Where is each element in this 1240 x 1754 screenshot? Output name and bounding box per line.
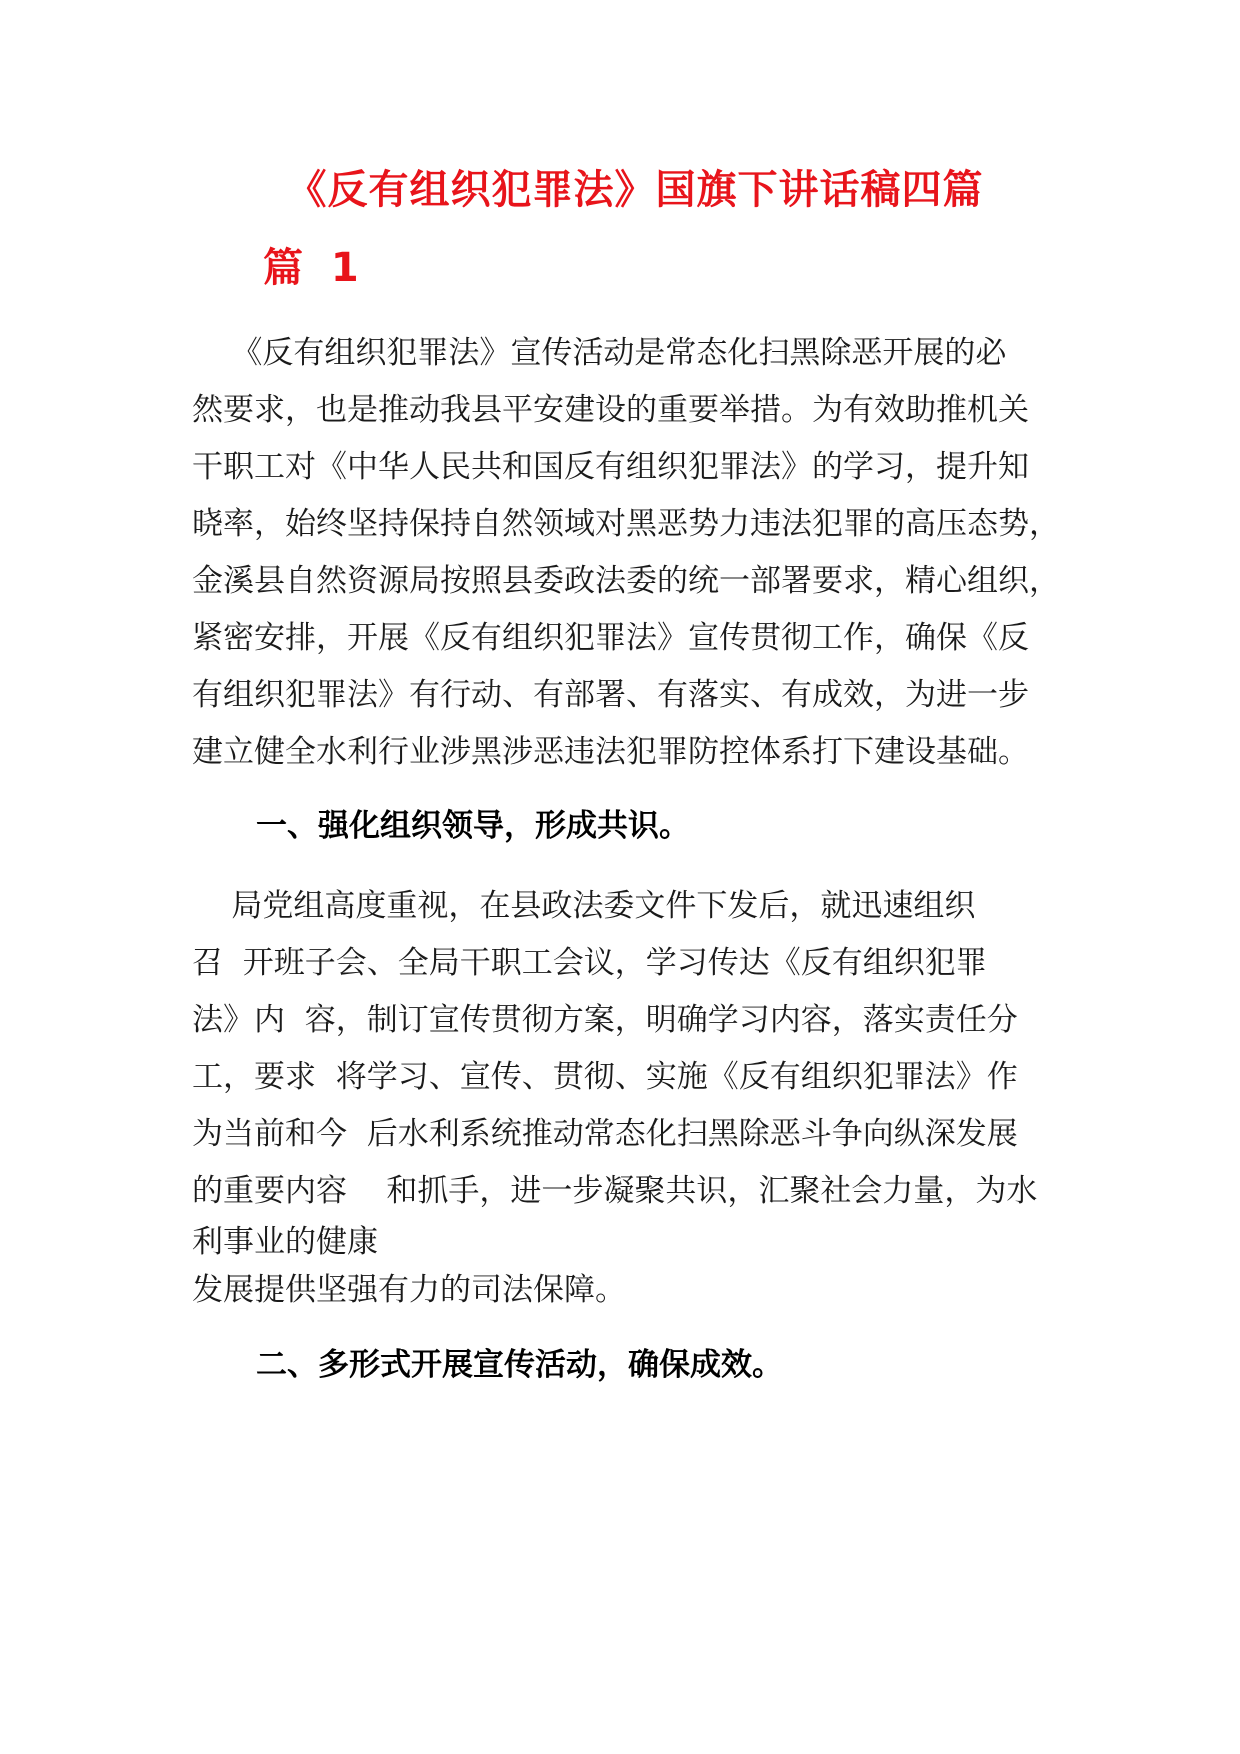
- paragraph-line: 法》内 容，制订宣传贯彻方案，明确学习内容，落实责任分: [192, 1002, 1018, 1038]
- paragraph-line: 为当前和今 后水利系统推动常态化扫黑除恶斗争向纵深发展: [192, 1116, 1018, 1152]
- paragraph-line: 金溪县自然资源局按照县委政法委的统一部署要求，精心组织，: [192, 563, 1060, 599]
- document-title: 《反有组织犯罪法》国旗下讲话稿四篇: [286, 167, 984, 213]
- paragraph-line: 召 开班子会、全局干职工会议，学习传达《反有组织犯罪: [192, 945, 987, 981]
- paragraph-line: 有组织犯罪法》有行动、有部署、有落实、有成效，为进一步: [192, 677, 1029, 713]
- paragraph-line: 发展提供坚强有力的司法保障。: [192, 1272, 626, 1308]
- section-heading-2: 二、多形式开展宣传活动，确保成效。: [256, 1347, 783, 1383]
- paragraph-line: 利事业的健康: [192, 1224, 378, 1260]
- paragraph-line: 建立健全水利行业涉黑涉恶违法犯罪防控体系打下建设基础。: [192, 734, 1029, 770]
- paragraph-line: 局党组高度重视，在县政法委文件下发后，就迅速组织: [192, 888, 976, 924]
- section-label: 篇 1: [263, 245, 359, 291]
- paragraph-line: 的重要内容 和抓手，进一步凝聚共识，汇聚社会力量，为水: [192, 1173, 1038, 1209]
- paragraph-line: 干职工对《中华人民共和国反有组织犯罪法》的学习，提升知: [192, 449, 1029, 485]
- paragraph-line: 《反有组织犯罪法》宣传活动是常态化扫黑除恶开展的必: [192, 335, 1007, 371]
- paragraph-line: 然要求，也是推动我县平安建设的重要举措。为有效助推机关: [192, 392, 1029, 428]
- paragraph-line: 紧密安排，开展《反有组织犯罪法》宣传贯彻工作，确保《反: [192, 620, 1029, 656]
- section-heading-1: 一、强化组织领导，形成共识。: [256, 808, 690, 844]
- paragraph-line: 工，要求 将学习、宣传、贯彻、实施《反有组织犯罪法》作: [192, 1059, 1018, 1095]
- paragraph-line: 晓率，始终坚持保持自然领域对黑恶势力违法犯罪的高压态势，: [192, 506, 1060, 542]
